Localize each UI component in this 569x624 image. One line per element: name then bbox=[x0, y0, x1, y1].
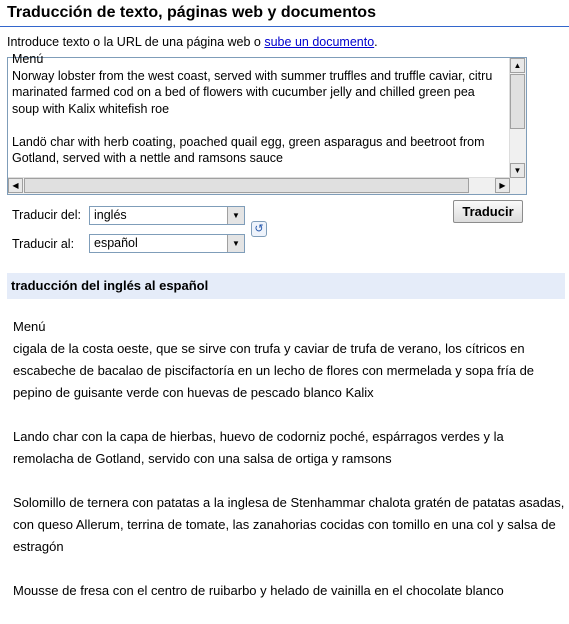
to-language-label: Traducir al: bbox=[12, 237, 75, 251]
chevron-down-icon[interactable]: ▼ bbox=[227, 207, 244, 224]
upload-document-link[interactable]: sube un documento bbox=[264, 35, 375, 49]
translation-result bbox=[13, 316, 565, 624]
vertical-scrollbar[interactable] bbox=[509, 58, 526, 178]
horizontal-scrollbar[interactable] bbox=[8, 177, 510, 194]
chevron-down-icon[interactable]: ▼ bbox=[227, 235, 244, 252]
from-language-label: Traducir del: bbox=[12, 208, 82, 222]
result-paragraph: Mousse de fresa con el centro de ruibarbo y helado de vainilla en el chocolate blanco bbox=[13, 583, 504, 598]
from-language-select[interactable] bbox=[89, 206, 245, 225]
to-language-select[interactable] bbox=[89, 234, 245, 253]
source-textarea[interactable] bbox=[7, 52, 527, 195]
scroll-left-icon[interactable]: ◀ bbox=[8, 178, 23, 193]
intro-suffix: . bbox=[374, 35, 378, 49]
translate-button[interactable]: Traducir bbox=[453, 200, 523, 223]
intro-label: Introduce texto o la URL de una página web o bbox=[7, 35, 265, 49]
from-language-value: inglés bbox=[94, 208, 127, 222]
scroll-up-icon[interactable]: ▲ bbox=[510, 58, 525, 73]
page-title: Traducción de texto, páginas web y documentos bbox=[7, 4, 376, 21]
header-divider bbox=[0, 26, 569, 27]
scrollbar-corner bbox=[510, 178, 526, 194]
scroll-thumb[interactable] bbox=[510, 74, 525, 129]
scroll-down-icon[interactable]: ▼ bbox=[510, 163, 525, 178]
to-language-value: español bbox=[94, 236, 138, 250]
source-text[interactable]: Menú Norway lobster from the west coast, served with summer truffles and truffle caviar, citru marinated farmed cod on a bed of flowers with cucumber jelly and chilled green pea soup with Kalix whitefish roe Landö char with herb coating, poached quail egg, green asparagus and beetroot from Gotland, served with a nettle and ramsons sauce bbox=[12, 52, 493, 165]
result-paragraph: Lando char con la capa de hierbas, huevo de codorniz poché, espárragos verdes y la remolacha de Gotland, servido con una salsa de ortiga y ramsons bbox=[13, 429, 504, 466]
scroll-right-icon[interactable]: ▶ bbox=[495, 178, 510, 193]
result-paragraph: Solomillo de ternera con patatas a la inglesa de Stenhammar chalota gratén de patatas asadas, con queso Allerum, terrina de tomate, las zanahorias cocidas con tomillo en una col y salsa de estragón bbox=[13, 495, 565, 554]
result-header: traducción del inglés al español bbox=[7, 273, 565, 299]
intro-text bbox=[7, 35, 378, 49]
scroll-thumb-horizontal[interactable] bbox=[24, 178, 469, 193]
result-paragraph: Menú cigala de la costa oeste, que se sirve con trufa y caviar de trufa de verano, los cítricos en escabeche de bacalao de piscifactoría en un lecho de flores con mermelada y sopa fría de pepino de guisante verde con huevas de pescado blanco Kalix bbox=[13, 319, 535, 400]
swap-languages-icon[interactable]: ↺ bbox=[251, 221, 267, 237]
